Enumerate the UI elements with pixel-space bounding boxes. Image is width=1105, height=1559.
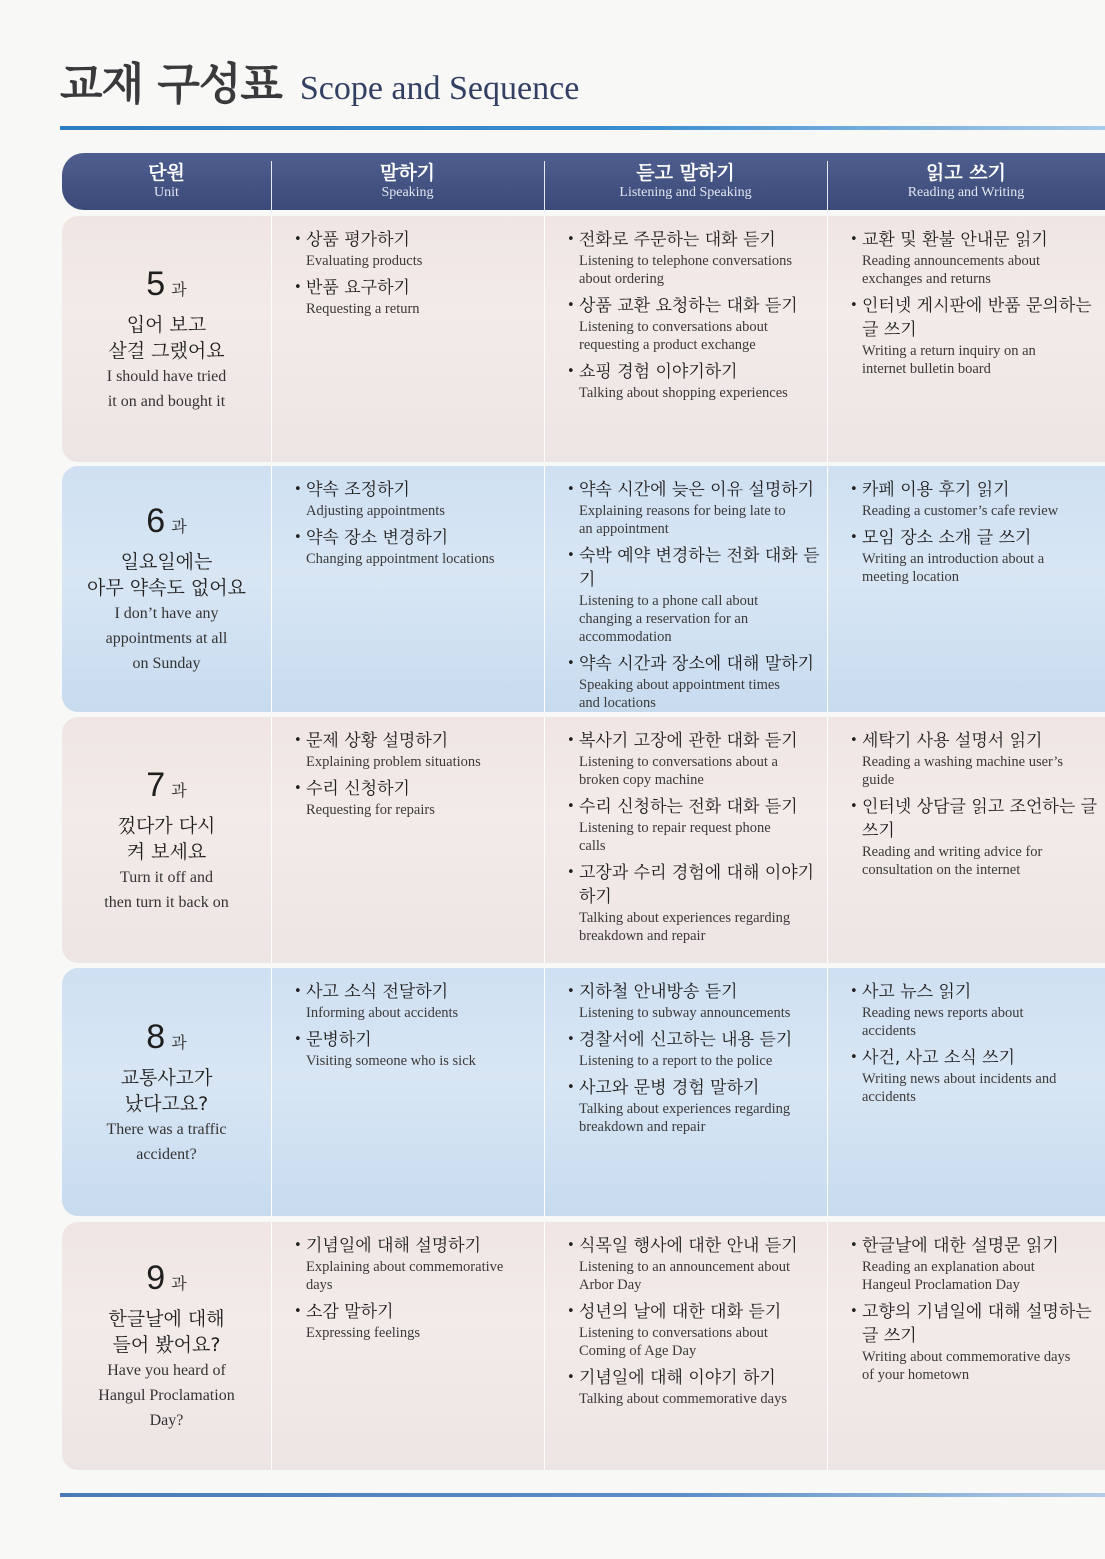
item-english: Reading a washing machine user’s xyxy=(862,754,1064,770)
item-english: Changing appointment locations xyxy=(306,551,495,567)
item-english: breakdown and repair xyxy=(579,928,706,944)
unit-title-english: Have you heard of xyxy=(107,1362,226,1379)
item-english: Speaking about appointment times xyxy=(579,677,780,693)
item-english: Reading news reports about xyxy=(862,1005,1024,1021)
item-english: Listening to telephone conversations xyxy=(579,253,793,269)
unit-cell xyxy=(62,1222,271,1470)
item-korean: • 인터넷 게시판에 반품 문의하는 글 쓰기 xyxy=(850,294,1099,342)
header-speaking-en: Speaking xyxy=(381,184,434,200)
header-reading-en: Reading and Writing xyxy=(907,184,1025,200)
unit-title-korean: 아무 약속도 없어요 xyxy=(87,577,246,599)
unit-title-english: Hangul Proclamation xyxy=(98,1387,235,1404)
title-english: Scope and Sequence xyxy=(299,70,580,107)
unit-number xyxy=(146,766,186,805)
unit-number xyxy=(146,502,186,541)
item-english: Arbor Day xyxy=(579,1277,642,1293)
list-item xyxy=(294,276,538,318)
item-english: Talking about commemorative days xyxy=(579,1391,787,1407)
item-korean: • 쇼핑 경험 이야기하기 xyxy=(567,360,821,384)
unit-number-value: 8 xyxy=(146,1017,166,1056)
bottom-divider xyxy=(60,1493,1105,1497)
list-item xyxy=(567,1076,821,1136)
unit-cell xyxy=(62,968,271,1216)
unit-title-english: Day? xyxy=(149,1412,184,1429)
list-item xyxy=(567,980,821,1022)
unit-title-english: on Sunday xyxy=(132,655,201,672)
unit-title-korean: 한글날에 대해 xyxy=(108,1308,225,1330)
item-korean: • 복사기 고장에 관한 대화 듣기 xyxy=(567,729,821,753)
list-item xyxy=(294,777,538,819)
item-english: days xyxy=(306,1277,333,1293)
item-korean: • 모임 장소 소개 글 쓰기 xyxy=(850,526,1099,550)
speaking-cell xyxy=(271,216,544,462)
item-english: about ordering xyxy=(579,271,664,287)
list-item xyxy=(567,1028,821,1070)
unit-title-korean: 들어 봤어요? xyxy=(112,1334,221,1356)
item-english: broken copy machine xyxy=(579,772,704,788)
list-item xyxy=(850,1234,1099,1294)
listening-cell xyxy=(544,968,827,1216)
header-reading-ko: 읽고 쓰기 xyxy=(925,161,1007,184)
unit-title-english: it on and bought it xyxy=(107,392,226,410)
unit-title-korean: 교통사고가 xyxy=(120,1066,213,1089)
list-item xyxy=(567,1300,821,1360)
list-item xyxy=(294,980,538,1022)
item-english: of your hometown xyxy=(862,1367,970,1383)
item-english: Listening to conversations about a xyxy=(579,754,778,770)
item-english: Listening to conversations about xyxy=(579,319,768,335)
unit-suffix: 과 xyxy=(171,780,187,800)
header-listening-en: Listening and Speaking xyxy=(619,184,752,200)
item-english: Explaining about commemorative xyxy=(306,1259,504,1275)
list-item xyxy=(850,729,1099,789)
item-english: Hangeul Proclamation Day xyxy=(862,1277,1020,1293)
item-english: Listening to repair request phone xyxy=(579,820,771,836)
item-korean: • 카페 이용 후기 읽기 xyxy=(850,478,1099,502)
list-item xyxy=(294,526,538,568)
item-english: and locations xyxy=(579,695,656,711)
list-item xyxy=(294,478,538,520)
list-item xyxy=(850,294,1099,378)
item-korean: • 기념일에 대해 이야기 하기 xyxy=(567,1366,821,1390)
item-english: Listening to conversations about xyxy=(579,1325,768,1341)
unit-title-korean: 켜 보세요 xyxy=(126,840,207,863)
list-item xyxy=(850,526,1099,586)
item-english: Evaluating products xyxy=(306,253,423,269)
item-english: Informing about accidents xyxy=(306,1005,459,1021)
unit-row xyxy=(62,466,1105,712)
list-item xyxy=(850,980,1099,1040)
list-item xyxy=(294,729,538,771)
reading-cell xyxy=(827,466,1105,712)
item-english: Talking about experiences regarding xyxy=(579,1101,791,1117)
title-korean: 교재 구성표 xyxy=(60,59,282,110)
header-unit-ko: 단원 xyxy=(148,161,185,184)
unit-row xyxy=(62,717,1105,963)
item-english: Writing about commemorative days xyxy=(862,1349,1071,1365)
unit-number xyxy=(146,265,186,304)
list-item xyxy=(294,1028,538,1070)
reading-cell xyxy=(827,717,1105,963)
item-english: meeting location xyxy=(862,569,960,585)
item-english: Reading an explanation about xyxy=(862,1259,1035,1275)
listening-cell xyxy=(544,466,827,712)
item-korean: • 수리 신청하기 xyxy=(294,777,538,801)
table-header xyxy=(62,153,1105,210)
item-korean: • 고향의 기념일에 대해 설명하는 글 쓰기 xyxy=(850,1300,1099,1348)
item-korean: • 문제 상황 설명하기 xyxy=(294,729,538,753)
item-english: Explaining problem situations xyxy=(306,754,481,770)
list-item xyxy=(567,729,821,789)
unit-row xyxy=(62,1222,1105,1470)
list-item xyxy=(850,795,1099,879)
item-english: internet bulletin board xyxy=(862,361,991,377)
item-korean: • 숙박 예약 변경하는 전화 대화 듣기 xyxy=(567,544,821,592)
header-listening xyxy=(544,153,827,210)
unit-suffix: 과 xyxy=(171,1032,187,1052)
item-english: changing a reservation for an xyxy=(579,611,749,627)
item-korean: • 성년의 날에 대한 대화 듣기 xyxy=(567,1300,821,1324)
item-english: Reading a customer’s cafe review xyxy=(862,503,1059,519)
item-english: Adjusting appointments xyxy=(306,503,445,519)
unit-number-value: 6 xyxy=(146,502,166,540)
item-korean: • 사고 뉴스 읽기 xyxy=(850,980,1099,1004)
item-korean: • 한글날에 대한 설명문 읽기 xyxy=(850,1234,1099,1258)
item-english: consultation on the internet xyxy=(862,862,1021,878)
speaking-cell xyxy=(271,1222,544,1470)
list-item xyxy=(567,294,821,354)
item-korean: • 기념일에 대해 설명하기 xyxy=(294,1234,538,1258)
item-korean: • 반품 요구하기 xyxy=(294,276,538,300)
item-korean: • 전화로 주문하는 대화 듣기 xyxy=(567,228,821,252)
item-english: Talking about shopping experiences xyxy=(579,385,788,401)
item-english: accidents xyxy=(862,1023,916,1039)
list-item xyxy=(567,795,821,855)
item-korean: • 소감 말하기 xyxy=(294,1300,538,1324)
item-korean: • 사건, 사고 소식 쓰기 xyxy=(850,1046,1099,1070)
item-korean: • 상품 평가하기 xyxy=(294,228,538,252)
item-korean: • 약속 장소 변경하기 xyxy=(294,526,538,550)
speaking-cell xyxy=(271,466,544,712)
unit-title-english: I should have tried xyxy=(106,367,227,385)
item-english: Visiting someone who is sick xyxy=(306,1053,476,1069)
list-item xyxy=(567,228,821,288)
list-item xyxy=(850,1300,1099,1384)
speaking-cell xyxy=(271,717,544,963)
list-item xyxy=(294,1300,538,1342)
listening-cell xyxy=(544,717,827,963)
item-english: Requesting for repairs xyxy=(306,802,435,818)
item-english: exchanges and returns xyxy=(862,271,991,287)
unit-row xyxy=(62,216,1105,462)
item-korean: • 교환 및 환불 안내문 읽기 xyxy=(850,228,1099,252)
item-korean: • 고장과 수리 경험에 대해 이야기하기 xyxy=(567,861,821,909)
item-english: Expressing feelings xyxy=(306,1325,420,1341)
unit-title-english: then turn it back on xyxy=(104,893,229,911)
unit-title-korean: 입어 보고 xyxy=(126,313,207,336)
reading-cell xyxy=(827,1222,1105,1470)
listening-cell xyxy=(544,1222,827,1470)
list-item xyxy=(567,1366,821,1408)
item-korean: • 사고 소식 전달하기 xyxy=(294,980,538,1004)
list-item xyxy=(850,228,1099,288)
list-item xyxy=(567,478,821,538)
header-speaking xyxy=(271,153,544,210)
unit-title-korean: 일요일에는 xyxy=(120,551,213,573)
item-english: breakdown and repair xyxy=(579,1119,706,1135)
item-korean: • 경찰서에 신고하는 내용 듣기 xyxy=(567,1028,821,1052)
page-title xyxy=(60,48,579,112)
item-korean: • 수리 신청하는 전화 대화 듣기 xyxy=(567,795,821,819)
unit-suffix: 과 xyxy=(171,517,187,536)
unit-suffix: 과 xyxy=(171,1274,187,1293)
speaking-cell xyxy=(271,968,544,1216)
header-unit xyxy=(62,153,271,210)
item-english: Reading and writing advice for xyxy=(862,844,1043,860)
header-unit-en: Unit xyxy=(154,184,179,200)
unit-number xyxy=(146,1018,186,1057)
unit-title-korean: 껐다가 다시 xyxy=(117,814,216,837)
unit-number-value: 7 xyxy=(146,765,166,804)
item-english: Writing a return inquiry on an xyxy=(862,343,1036,359)
item-english: calls xyxy=(579,838,606,854)
header-listening-ko: 듣고 말하기 xyxy=(636,161,735,184)
item-english: Writing an introduction about a xyxy=(862,551,1045,567)
item-korean: • 문병하기 xyxy=(294,1028,538,1052)
list-item xyxy=(850,1046,1099,1106)
item-english: Listening to an announcement about xyxy=(579,1259,791,1275)
item-english: Listening to a report to the police xyxy=(579,1053,773,1069)
reading-cell xyxy=(827,968,1105,1216)
item-korean: • 지하철 안내방송 듣기 xyxy=(567,980,821,1004)
unit-title-english: appointments at all xyxy=(105,630,228,647)
item-english: guide xyxy=(862,772,895,788)
item-english: accidents xyxy=(862,1089,916,1105)
item-english: Listening to subway announcements xyxy=(579,1005,791,1021)
item-korean: • 약속 시간과 장소에 대해 말하기 xyxy=(567,652,821,676)
unit-number-value: 9 xyxy=(146,1259,166,1297)
item-english: Coming of Age Day xyxy=(579,1343,697,1359)
item-english: requesting a product exchange xyxy=(579,337,756,353)
unit-title-english: Turn it off and xyxy=(120,868,213,886)
item-english: Requesting a return xyxy=(306,301,420,317)
list-item xyxy=(567,544,821,646)
header-reading xyxy=(827,153,1105,210)
unit-cell xyxy=(62,717,271,963)
item-english: Explaining reasons for being late to xyxy=(579,503,786,519)
unit-title-english: I don’t have any xyxy=(114,605,219,622)
item-korean: • 세탁기 사용 설명서 읽기 xyxy=(850,729,1099,753)
item-english: Talking about experiences regarding xyxy=(579,910,791,926)
item-english: Writing news about incidents and xyxy=(862,1071,1057,1087)
item-english: accommodation xyxy=(579,629,672,645)
top-divider xyxy=(60,126,1105,130)
item-korean: • 약속 시간에 늦은 이유 설명하기 xyxy=(567,478,821,502)
item-korean: • 상품 교환 요청하는 대화 듣기 xyxy=(567,294,821,318)
list-item xyxy=(567,360,821,402)
unit-suffix: 과 xyxy=(171,279,187,299)
unit-number xyxy=(146,1259,186,1298)
item-korean: • 약속 조정하기 xyxy=(294,478,538,502)
item-korean: • 인터넷 상담글 읽고 조언하는 글 쓰기 xyxy=(850,795,1099,843)
unit-title-korean: 살걸 그랬어요 xyxy=(108,339,225,362)
reading-cell xyxy=(827,216,1105,462)
unit-cell xyxy=(62,466,271,712)
list-item xyxy=(567,652,821,712)
item-english: an appointment xyxy=(579,521,669,537)
unit-number-value: 5 xyxy=(146,264,166,303)
header-speaking-ko: 말하기 xyxy=(379,161,436,184)
item-english: Listening to a phone call about xyxy=(579,593,759,609)
item-korean: • 사고와 문병 경험 말하기 xyxy=(567,1076,821,1100)
list-item xyxy=(850,478,1099,520)
unit-title-english: accident? xyxy=(136,1145,197,1163)
item-english: Reading announcements about xyxy=(862,253,1040,269)
item-korean: • 식목일 행사에 대한 안내 듣기 xyxy=(567,1234,821,1258)
unit-title-english: There was a traffic xyxy=(106,1120,227,1138)
unit-cell xyxy=(62,216,271,462)
list-item xyxy=(567,861,821,945)
list-item xyxy=(567,1234,821,1294)
listening-cell xyxy=(544,216,827,462)
unit-row xyxy=(62,968,1105,1216)
list-item xyxy=(294,228,538,270)
unit-title-korean: 났다고요? xyxy=(124,1092,209,1115)
list-item xyxy=(294,1234,538,1294)
